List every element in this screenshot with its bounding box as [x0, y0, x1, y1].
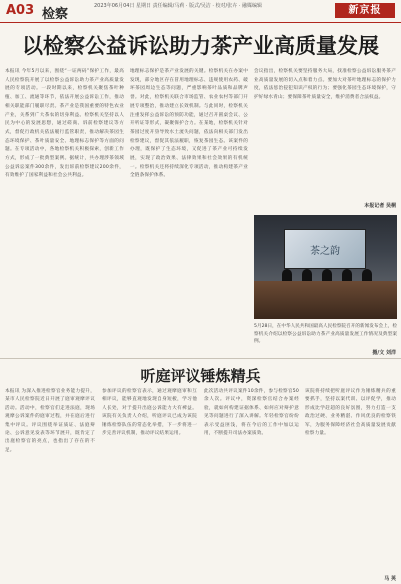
article2-column-2: 参加评议的检察官表示，通过观摩庭审和互相评议，能够直观地发现自身短板，学习他人长处，对于提升出庭公诉能力大有裨益。该院有关负责人介绍，听庭评议已成为该院锤炼检察队伍的常态化举措，下一步将进一步完善评议机制，推动评议结果运用。 — [102, 389, 197, 437]
page-number: A03 — [6, 3, 35, 18]
article-column-1: 本报讯 今年5月以来，围绕“一证两码”保护工作，最高人民检察院开展了以检察公益诉讼助力茶产业高质量发展的专项活动。一段时期以来，检察机关聚焦茶叶种植、加工、流通等环节，依法开展公益诉讼工作，推动相关职能部门履职尽责。茶产业是我国重要的特色农业产业，关系到广大茶农的切身利益。检察机关坚持以人民为中心的发展思想，通过磋商、诉前检察建议等方式，督促行政机关依法履行监管职责，推动解决茶园生态环境保护、茶叶质量安全、地理标志保护等方面的问题。在专项活动中，各地检察机关积极探索，创新工作方式，形成了一批典型案例。据统计，共办理涉茶领域公益诉讼案件300余件，发出诉前检察建议200余件，有效维护了国家利益和社会公共利益。 — [5, 69, 124, 179]
news-photo — [254, 215, 397, 319]
conference-desk — [254, 281, 397, 319]
article-column-2: 地理标志保护是茶产业发展的关键。检察机关在办案中发现，部分地区存在冒用地理标志、违规使用农药、破坏茶园周边生态等问题，严重影响茶叶品质和品牌声誉。对此，检察机关联合市场监管、农业农村等部门开展专项整治，推动建立长效机制。与此同时，检察机关注重发挥公益诉讼的预防功能，通过召开圆桌会议、公开听证等形式，凝聚保护合力。在某地，检察机关针对茶园过度开垦导致水土流失问题，依法向相关部门发出检察建议，督促其依法履职，恢复茶园生态。该案件的办理，既保护了生态环境，又促进了茶产业可持续发展，实现了政治效果、法律效果和社会效果的有机统一。检察机关还将持续深化专项活动，推动构建茶产业全链条保护体系。 — [130, 69, 248, 179]
headline: 以检察公益诉讼助力茶产业高质量发展 — [22, 34, 379, 58]
article2-column-1: 本报讯 为深入推进检察官业务能力提升，某市人民检察院近日开展了庭审观摩评议活动。活动中，检察官们走进法庭，现场观摩公诉案件的庭审过程，并在庭后进行集中评议。评议围绕举证质证、法庭辩论、公诉意见发表等环节展开，既肯定了出庭检察官的亮点，也指出了存在的不足。 — [5, 389, 95, 453]
photo-credit: 摄/文 刘洋 — [372, 350, 396, 356]
projection-screen — [284, 229, 366, 269]
subheadline: 听庭评议锤炼精兵 — [140, 367, 261, 385]
masthead — [0, 0, 401, 23]
section-name: 检察 — [42, 7, 69, 22]
masthead-meta: 2023年06月04日 星期日 责任编辑/马莉 · 版式/吴洁 · 校对/张卉 · 融媒编辑 — [94, 3, 262, 9]
section-divider — [0, 358, 401, 359]
article2-column-3: 此次活动共评议案件10余件，参与检察官50余人次。评议中，资深检察官结合办案经验，就如何构建证据体系、如何应对辩护意见等问题进行了深入讲解。年轻检察官纷纷表示受益匪浅，将在今后的工作中加以运用，不断提升司法办案质效。 — [204, 389, 299, 437]
screen-text: 茶之韵 — [310, 246, 340, 257]
photo-caption: 5月28日，在中华人民共和国最高人民检察院召开的新闻发布会上，检察机关介绍以检察公益诉讼助力茶产业高质量发展工作情况及典型案例。 — [254, 324, 397, 345]
newspaper-logo: 新京报 — [335, 3, 395, 18]
article-byline: 本报记者 吴桐 — [364, 203, 396, 209]
article-column-3: 会议指出，检察机关要坚持服务大局，找准检察公益诉讼服务茶产业高质量发展的切入点和着力点。要加大对茶叶地理标志的保护力度，依法惩治侵犯知识产权的行为；要强化茶园生态环境保护，守护好绿水青山；要保障茶叶质量安全，维护消费者合法权益。 — [254, 69, 396, 101]
article2-author: 马 英 — [384, 576, 396, 582]
article2-column-4: 该院将持续把听庭评议作为锤炼精兵的重要抓手，坚持以案代训、以评促学，推动形成比学赶超的良好氛围，努力打造一支政治过硬、业务精湛、作风优良的检察铁军，为服务保障经济社会高质量发展贡献检察力量。 — [305, 389, 396, 437]
